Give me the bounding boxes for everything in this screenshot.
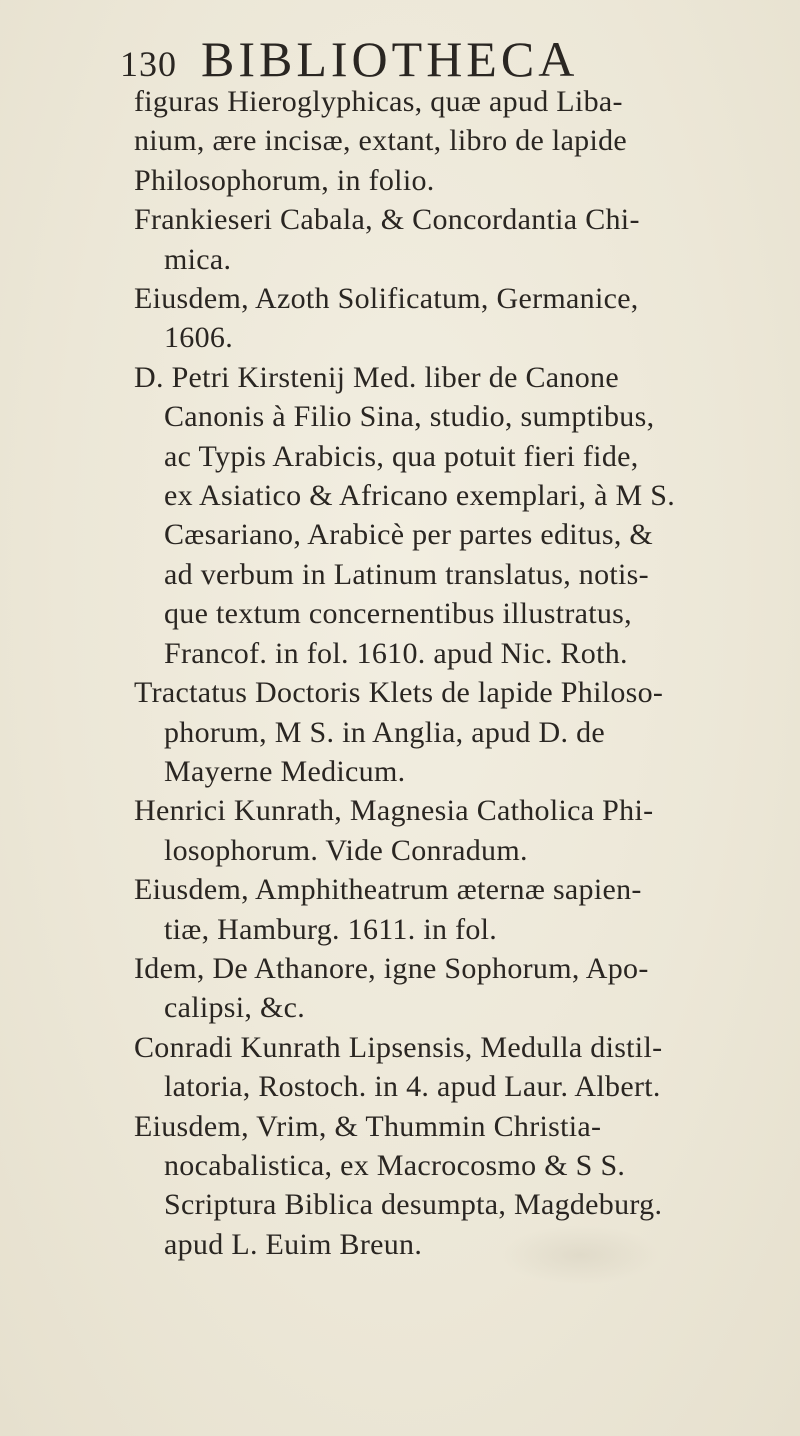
entry-line: mica. bbox=[164, 242, 232, 276]
entry-line: Frankieseri Cabala, & Concordantia Chi- bbox=[134, 203, 640, 237]
entry-line: 1606. bbox=[164, 321, 233, 355]
entry-line: latoria, Rostoch. in 4. apud Laur. Albert. bbox=[164, 1070, 661, 1104]
catalog-entry bbox=[134, 870, 774, 949]
entry-line: phorum, M S. in Anglia, apud D. de bbox=[164, 715, 606, 749]
catalog-entry bbox=[134, 82, 774, 200]
entry-line: apud L. Euim Breun. bbox=[164, 1227, 423, 1261]
entry-line: nium, ære incisæ, extant, libro de lapide bbox=[134, 124, 628, 158]
catalog-entry bbox=[134, 1028, 774, 1107]
entry-line: tiæ, Hamburg. 1611. in fol. bbox=[164, 912, 498, 946]
catalog-entry bbox=[134, 949, 774, 1028]
catalog-entry bbox=[134, 279, 774, 358]
entry-line: Eiusdem, Amphitheatrum æternæ sapien- bbox=[134, 873, 642, 907]
entry-line: Henrici Kunrath, Magnesia Catholica Phi- bbox=[134, 794, 654, 828]
entry-line: calipsi, &c. bbox=[164, 991, 306, 1025]
entry-line: ex Asiatico & Africano exemplari, à M S. bbox=[164, 479, 676, 513]
entry-line: Cæsariano, Arabicè per partes editus, & bbox=[164, 518, 654, 552]
catalog-entry bbox=[134, 358, 774, 673]
entry-line: ac Typis Arabicis, qua potuit fieri fide, bbox=[164, 439, 639, 473]
catalog-entry bbox=[134, 791, 774, 870]
entry-line: D. Petri Kirstenij Med. liber de Canone bbox=[134, 360, 619, 394]
entry-line: nocabalistica, ex Macrocosmo & S S. bbox=[164, 1148, 626, 1182]
entry-line: Mayerne Medicum. bbox=[164, 754, 406, 788]
page-number: 130 bbox=[120, 44, 177, 84]
running-head: BIBLIOTHECA bbox=[201, 31, 579, 87]
catalog-entries bbox=[134, 82, 774, 1264]
entry-line: figuras Hieroglyphicas, quæ apud Liba- bbox=[134, 85, 623, 118]
entry-line: Canonis à Filio Sina, studio, sumptibus, bbox=[164, 400, 655, 434]
entry-line: Idem, De Athanore, igne Sophorum, Apo- bbox=[134, 951, 649, 985]
entry-line: que textum concernentibus illustratus, bbox=[164, 597, 632, 631]
entry-line: Eiusdem, Azoth Solificatum, Germanice, bbox=[134, 282, 639, 316]
entry-line: Philosophorum, in folio. bbox=[134, 163, 435, 197]
catalog-entry bbox=[134, 673, 774, 791]
entry-line: ad verbum in Latinum translatus, notis- bbox=[164, 557, 649, 591]
paper-stain bbox=[500, 1225, 660, 1285]
entry-line: Eiusdem, Vrim, & Thummin Christia- bbox=[134, 1109, 602, 1143]
catalog-entry bbox=[134, 1107, 774, 1265]
entry-line: Francof. in fol. 1610. apud Nic. Roth. bbox=[164, 636, 628, 670]
entry-line: Conradi Kunrath Lipsensis, Medulla distil- bbox=[134, 1030, 663, 1064]
catalog-entry bbox=[134, 200, 774, 279]
entry-line: Tractatus Doctoris Klets de lapide Philoso- bbox=[134, 676, 664, 710]
entry-line: Scriptura Biblica desumpta, Magdeburg. bbox=[164, 1188, 663, 1222]
entry-line: losophorum. Vide Conradum. bbox=[164, 833, 528, 867]
page-header bbox=[120, 30, 579, 87]
